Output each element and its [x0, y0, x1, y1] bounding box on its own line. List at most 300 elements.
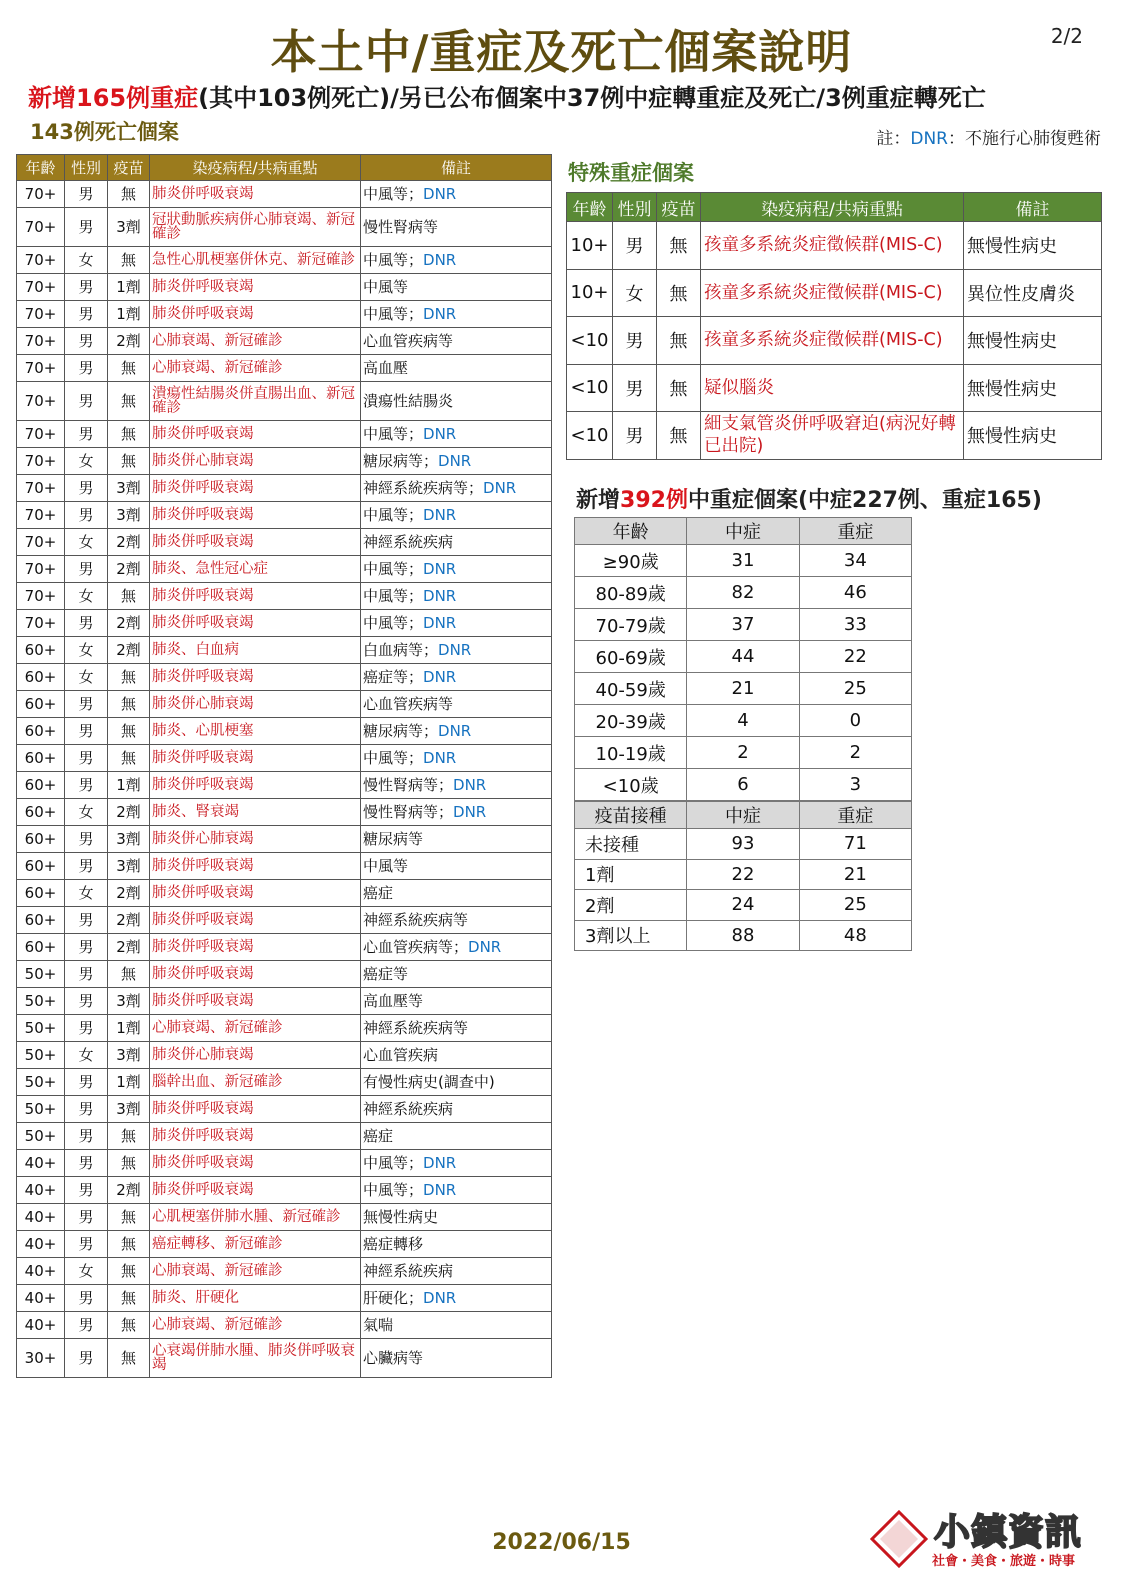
sex-cell: 男	[65, 691, 108, 718]
table-row	[17, 1042, 552, 1069]
age-cell: 40+	[17, 1204, 65, 1231]
remark-text: 癌症	[363, 884, 394, 902]
death-cases-table	[16, 154, 552, 1378]
remark-cell	[361, 1204, 552, 1231]
age-cell: 70+	[17, 448, 65, 475]
sex-cell: 女	[65, 529, 108, 556]
vaccine-cell: 2劑	[108, 556, 150, 583]
vaccine-cell: 無	[108, 745, 150, 772]
dnr-tag: DNR	[423, 185, 457, 203]
dnr-tag: DNR	[423, 668, 457, 686]
remark-text: 無慢性病史	[363, 1208, 439, 1226]
age-cell: 50+	[17, 988, 65, 1015]
age-cell: 50+	[17, 1123, 65, 1150]
remark-cell	[361, 583, 552, 610]
dnr-tag: DNR	[453, 803, 487, 821]
course-cell: 疑似腦炎	[701, 364, 964, 412]
age-group-cell: <10歲	[575, 769, 687, 801]
remark-cell	[361, 718, 552, 745]
sex-cell: 女	[65, 583, 108, 610]
age-cell: 60+	[17, 799, 65, 826]
sex-cell: 男	[613, 412, 657, 460]
vaccine-cell: 無	[657, 222, 701, 270]
age-cell: 60+	[17, 718, 65, 745]
column-header: 年齡	[567, 193, 613, 222]
vaccine-cell: 1劑	[108, 301, 150, 328]
moderate-cell: 93	[687, 829, 799, 860]
sex-cell: 男	[65, 475, 108, 502]
column-header: 中症	[687, 518, 799, 545]
vaccine-cell: 無	[108, 691, 150, 718]
course-cell: 冠狀動脈疾病併心肺衰竭、新冠確診	[150, 208, 361, 247]
vaccine-breakdown-table	[574, 801, 912, 951]
sex-cell: 男	[65, 961, 108, 988]
remark-cell	[361, 502, 552, 529]
watermark-badge-icon	[870, 1510, 928, 1568]
remark-text: 癌症	[363, 1127, 394, 1145]
course-cell: 肺炎併呼吸衰竭	[150, 880, 361, 907]
vaccine-cell: 無	[108, 1150, 150, 1177]
vaccine-cell: 無	[108, 1258, 150, 1285]
remark-text: 高血壓	[363, 359, 409, 377]
remark-text: 神經系統疾病	[363, 1100, 454, 1118]
age-cell: 50+	[17, 1015, 65, 1042]
severe-cell: 33	[799, 609, 911, 641]
table-row	[17, 1123, 552, 1150]
column-header: 染疫病程/共病重點	[701, 193, 964, 222]
remark-text: 糖尿病等；	[363, 452, 439, 470]
remark-cell	[361, 1150, 552, 1177]
special-table-header	[567, 193, 1102, 222]
remark-text: 白血病等；	[363, 641, 439, 659]
remark-text: 中風等；	[363, 251, 424, 269]
vaccine-cell: 2劑	[108, 529, 150, 556]
vaccine-cell: 2劑	[108, 637, 150, 664]
course-cell: 肺炎併呼吸衰竭	[150, 961, 361, 988]
table-row	[17, 1150, 552, 1177]
table-row	[567, 317, 1102, 365]
sex-cell: 男	[65, 1123, 108, 1150]
sex-cell: 男	[65, 988, 108, 1015]
sex-cell: 男	[65, 1285, 108, 1312]
remark-cell	[361, 691, 552, 718]
table-row	[17, 637, 552, 664]
remark-cell	[361, 247, 552, 274]
vaccine-cell: 無	[108, 181, 150, 208]
age-cell: 40+	[17, 1258, 65, 1285]
sex-cell: 男	[613, 364, 657, 412]
vax-table-body	[575, 829, 912, 951]
age-cell: 60+	[17, 907, 65, 934]
page-title: 本土中/重症及死亡個案說明	[270, 25, 853, 79]
moderate-cell: 88	[687, 920, 799, 951]
course-cell: 肺炎併呼吸衰竭	[150, 181, 361, 208]
age-cell: 50+	[17, 1069, 65, 1096]
vaccine-cell: 2劑	[108, 907, 150, 934]
remark-cell	[361, 475, 552, 502]
dnr-tag: DNR	[423, 587, 457, 605]
column-header: 年齡	[575, 518, 687, 545]
table-row	[575, 829, 912, 860]
age-cell: 60+	[17, 880, 65, 907]
table-row	[17, 1312, 552, 1339]
death-table-body	[17, 181, 552, 1378]
dnr-tag: DNR	[423, 1154, 457, 1172]
vaccine-cell: 1劑	[108, 1015, 150, 1042]
age-cell: 10+	[567, 222, 613, 270]
vaccine-cell: 3劑	[108, 1096, 150, 1123]
remark-text: 潰瘍性結腸炎	[363, 392, 454, 410]
course-cell: 肺炎併呼吸衰竭	[150, 610, 361, 637]
table-row	[17, 1285, 552, 1312]
remark-cell	[361, 907, 552, 934]
age-cell: 10+	[567, 269, 613, 317]
sex-cell: 女	[65, 448, 108, 475]
vaccine-cell: 3劑	[108, 853, 150, 880]
table-row	[17, 448, 552, 475]
table-row	[17, 208, 552, 247]
dnr-tag: DNR	[423, 749, 457, 767]
course-cell: 心肺衰竭、新冠確診	[150, 1015, 361, 1042]
death-count-heading: 143例死亡個案	[30, 120, 179, 144]
page-number: 2/2	[1050, 24, 1083, 48]
age-cell: <10	[567, 364, 613, 412]
table-row	[17, 355, 552, 382]
age-group-cell: ≥90歲	[575, 545, 687, 577]
table-row	[17, 691, 552, 718]
table-row	[575, 641, 912, 673]
course-cell: 肺炎併呼吸衰竭	[150, 583, 361, 610]
sex-cell: 男	[613, 222, 657, 270]
table-row	[575, 920, 912, 951]
table-row	[17, 988, 552, 1015]
table-row	[575, 769, 912, 801]
severe-cell: 25	[799, 673, 911, 705]
sex-cell: 男	[65, 1069, 108, 1096]
remark-cell: 無慢性病史	[964, 364, 1102, 412]
dnr-tag: DNR	[483, 479, 517, 497]
remark-cell	[361, 421, 552, 448]
watermark-logo	[870, 1504, 1110, 1574]
course-cell: 肺炎併呼吸衰竭	[150, 274, 361, 301]
course-cell: 肺炎併呼吸衰竭	[150, 988, 361, 1015]
remark-cell	[361, 934, 552, 961]
table-row	[17, 382, 552, 421]
remark-text: 中風等；	[363, 614, 424, 632]
table-row	[17, 961, 552, 988]
remark-cell: 無慢性病史	[964, 412, 1102, 460]
remark-text: 有慢性病史(調查中)	[363, 1073, 495, 1091]
sex-cell: 男	[65, 1015, 108, 1042]
course-cell: 肺炎併呼吸衰竭	[150, 529, 361, 556]
course-cell: 孩童多系統炎症徵候群(MIS-C)	[701, 222, 964, 270]
course-cell: 肺炎併呼吸衰竭	[150, 1177, 361, 1204]
remark-text: 慢性腎病等	[363, 218, 439, 236]
remark-cell	[361, 637, 552, 664]
severe-cell: 22	[799, 641, 911, 673]
age-cell: 60+	[17, 934, 65, 961]
table-row	[17, 772, 552, 799]
remark-text: 中風等；	[363, 1154, 424, 1172]
column-header: 染疫病程/共病重點	[150, 155, 361, 181]
dnr-tag: DNR	[468, 938, 502, 956]
remark-text: 心臟病等	[363, 1349, 424, 1367]
column-header: 性別	[613, 193, 657, 222]
course-cell: 肺炎、腎衰竭	[150, 799, 361, 826]
sex-cell: 男	[65, 1231, 108, 1258]
course-cell: 肺炎併呼吸衰竭	[150, 421, 361, 448]
remark-cell	[361, 745, 552, 772]
age-cell: 70+	[17, 610, 65, 637]
remark-cell: 無慢性病史	[964, 317, 1102, 365]
vaccine-cell: 無	[108, 448, 150, 475]
vaccine-status-cell: 1劑	[575, 859, 687, 890]
moderate-cell: 4	[687, 705, 799, 737]
course-cell: 肺炎併心肺衰竭	[150, 691, 361, 718]
vaccine-cell: 3劑	[108, 475, 150, 502]
course-cell: 細支氣管炎併呼吸窘迫(病況好轉已出院)	[701, 412, 964, 460]
remark-text: 中風等；	[363, 587, 424, 605]
remark-text: 高血壓等	[363, 992, 424, 1010]
vaccine-cell: 無	[108, 961, 150, 988]
course-cell: 潰瘍性結腸炎併直腸出血、新冠確診	[150, 382, 361, 421]
vax-table-header	[575, 802, 912, 829]
age-cell: 50+	[17, 961, 65, 988]
age-cell: 40+	[17, 1177, 65, 1204]
remark-text: 神經系統疾病等；	[363, 479, 484, 497]
age-cell: 50+	[17, 1096, 65, 1123]
vaccine-cell: 無	[657, 364, 701, 412]
sex-cell: 男	[65, 610, 108, 637]
dnr-tag: DNR	[423, 1181, 457, 1199]
column-header: 疫苗	[108, 155, 150, 181]
new-cases-total: 392例	[620, 488, 688, 513]
remark-cell	[361, 1339, 552, 1378]
table-row	[17, 934, 552, 961]
course-cell: 心肌梗塞併肺水腫、新冠確診	[150, 1204, 361, 1231]
course-cell: 心肺衰竭、新冠確診	[150, 1312, 361, 1339]
course-cell: 肺炎併呼吸衰竭	[150, 502, 361, 529]
remark-cell	[361, 772, 552, 799]
remark-text: 中風等	[363, 857, 409, 875]
vaccine-cell: 無	[108, 1339, 150, 1378]
new-cases-heading	[576, 483, 1042, 514]
sex-cell: 男	[65, 208, 108, 247]
severe-cell: 21	[799, 859, 911, 890]
table-row	[17, 181, 552, 208]
table-row	[575, 609, 912, 641]
special-cases-heading: 特殊重症個案	[568, 161, 694, 185]
age-cell: 60+	[17, 853, 65, 880]
vaccine-cell: 3劑	[108, 208, 150, 247]
vaccine-cell: 3劑	[108, 502, 150, 529]
watermark-title: 小鎮資訊	[934, 1512, 1083, 1553]
age-table-header	[575, 518, 912, 545]
course-cell: 肺炎併呼吸衰竭	[150, 1123, 361, 1150]
dnr-tag: DNR	[438, 641, 472, 659]
vaccine-cell: 無	[108, 664, 150, 691]
remark-cell	[361, 853, 552, 880]
age-cell: 70+	[17, 274, 65, 301]
table-row	[17, 1069, 552, 1096]
sex-cell: 男	[613, 317, 657, 365]
summary-rest: (其中103例死亡)/另已公布個案中37例中症轉重症及死亡/3例重症轉死亡	[198, 84, 986, 112]
note-suffix: ：不施行心肺復甦術	[948, 129, 1101, 149]
age-cell: 70+	[17, 556, 65, 583]
severe-cell: 34	[799, 545, 911, 577]
note-dnr: DNR	[910, 129, 948, 149]
moderate-cell: 37	[687, 609, 799, 641]
course-cell: 心肺衰竭、新冠確診	[150, 1258, 361, 1285]
course-cell: 肺炎、急性冠心症	[150, 556, 361, 583]
age-cell: 70+	[17, 529, 65, 556]
remark-cell	[361, 826, 552, 853]
sex-cell: 男	[65, 718, 108, 745]
sex-cell: 男	[65, 1204, 108, 1231]
vaccine-cell: 2劑	[108, 610, 150, 637]
remark-cell	[361, 1285, 552, 1312]
death-table-header	[17, 155, 552, 181]
course-cell: 肺炎併呼吸衰竭	[150, 475, 361, 502]
remark-cell	[361, 610, 552, 637]
dnr-tag: DNR	[423, 506, 457, 524]
sex-cell: 男	[65, 328, 108, 355]
summary-highlight: 新增165例重症	[28, 84, 199, 112]
report-date: 2022/06/15	[492, 1530, 631, 1555]
remark-cell	[361, 556, 552, 583]
column-header: 重症	[799, 518, 911, 545]
age-cell: 70+	[17, 502, 65, 529]
moderate-cell: 24	[687, 890, 799, 921]
table-row	[17, 301, 552, 328]
table-row	[575, 577, 912, 609]
sex-cell: 女	[65, 1042, 108, 1069]
table-row	[567, 222, 1102, 270]
vaccine-cell: 2劑	[108, 328, 150, 355]
vaccine-cell: 2劑	[108, 934, 150, 961]
sex-cell: 女	[65, 637, 108, 664]
age-cell: 70+	[17, 208, 65, 247]
dnr-note	[876, 124, 1101, 149]
moderate-cell: 21	[687, 673, 799, 705]
age-cell: <10	[567, 412, 613, 460]
sex-cell: 男	[65, 934, 108, 961]
remark-text: 中風等；	[363, 506, 424, 524]
vaccine-status-cell: 2劑	[575, 890, 687, 921]
age-cell: 70+	[17, 475, 65, 502]
table-row	[575, 859, 912, 890]
sex-cell: 男	[65, 1339, 108, 1378]
vaccine-status-cell: 未接種	[575, 829, 687, 860]
table-row	[575, 890, 912, 921]
remark-cell	[361, 1096, 552, 1123]
remark-text: 糖尿病等；	[363, 722, 439, 740]
remark-cell	[361, 181, 552, 208]
table-row	[17, 664, 552, 691]
sex-cell: 男	[65, 556, 108, 583]
severe-cell: 48	[799, 920, 911, 951]
column-header: 年齡	[17, 155, 65, 181]
table-row	[575, 705, 912, 737]
moderate-cell: 2	[687, 737, 799, 769]
remark-cell	[361, 799, 552, 826]
vaccine-cell: 無	[108, 718, 150, 745]
table-row	[17, 880, 552, 907]
table-row	[17, 1096, 552, 1123]
vaccine-cell: 3劑	[108, 826, 150, 853]
remark-cell	[361, 382, 552, 421]
moderate-cell: 31	[687, 545, 799, 577]
course-cell: 心肺衰竭、新冠確診	[150, 355, 361, 382]
column-header: 中症	[687, 802, 799, 829]
sex-cell: 女	[65, 1258, 108, 1285]
vaccine-cell: 無	[657, 269, 701, 317]
sex-cell: 男	[65, 853, 108, 880]
vaccine-cell: 1劑	[108, 772, 150, 799]
vaccine-cell: 無	[108, 1204, 150, 1231]
new-cases-suffix: 中重症個案(中症227例、重症165)	[687, 488, 1042, 513]
vaccine-cell: 無	[108, 421, 150, 448]
watermark-subtitle: 社會・美食・旅遊・時事	[932, 1554, 1076, 1569]
table-row	[17, 745, 552, 772]
course-cell: 腦幹出血、新冠確診	[150, 1069, 361, 1096]
age-cell: 70+	[17, 583, 65, 610]
special-table-body	[567, 222, 1102, 460]
column-header: 備註	[964, 193, 1102, 222]
vaccine-cell: 無	[657, 412, 701, 460]
remark-cell	[361, 1042, 552, 1069]
age-cell: 70+	[17, 301, 65, 328]
table-row	[567, 269, 1102, 317]
age-cell: <10	[567, 317, 613, 365]
remark-text: 中風等；	[363, 1181, 424, 1199]
table-row	[17, 799, 552, 826]
sex-cell: 男	[65, 772, 108, 799]
age-cell: 70+	[17, 382, 65, 421]
course-cell: 急性心肌梗塞併休克、新冠確診	[150, 247, 361, 274]
remark-cell	[361, 1069, 552, 1096]
table-row	[17, 826, 552, 853]
vaccine-cell: 2劑	[108, 1177, 150, 1204]
remark-cell	[361, 1258, 552, 1285]
age-cell: 70+	[17, 181, 65, 208]
sex-cell: 男	[65, 1150, 108, 1177]
sex-cell: 男	[65, 745, 108, 772]
moderate-cell: 82	[687, 577, 799, 609]
remark-cell	[361, 1123, 552, 1150]
vaccine-cell: 無	[108, 1312, 150, 1339]
table-row	[17, 1231, 552, 1258]
sex-cell: 男	[65, 181, 108, 208]
sex-cell: 男	[65, 1096, 108, 1123]
course-cell: 心肺衰竭、新冠確診	[150, 328, 361, 355]
sex-cell: 男	[65, 826, 108, 853]
age-cell: 60+	[17, 772, 65, 799]
column-header: 疫苗	[657, 193, 701, 222]
age-group-cell: 70-79歲	[575, 609, 687, 641]
sex-cell: 男	[65, 1177, 108, 1204]
sex-cell: 女	[65, 664, 108, 691]
age-cell: 60+	[17, 664, 65, 691]
course-cell: 肺炎併呼吸衰竭	[150, 934, 361, 961]
course-cell: 肺炎併呼吸衰竭	[150, 907, 361, 934]
table-row	[17, 610, 552, 637]
new-cases-prefix: 新增	[576, 488, 621, 513]
age-group-cell: 40-59歲	[575, 673, 687, 705]
remark-text: 慢性腎病等；	[363, 776, 454, 794]
column-header: 備註	[361, 155, 552, 181]
moderate-cell: 22	[687, 859, 799, 890]
